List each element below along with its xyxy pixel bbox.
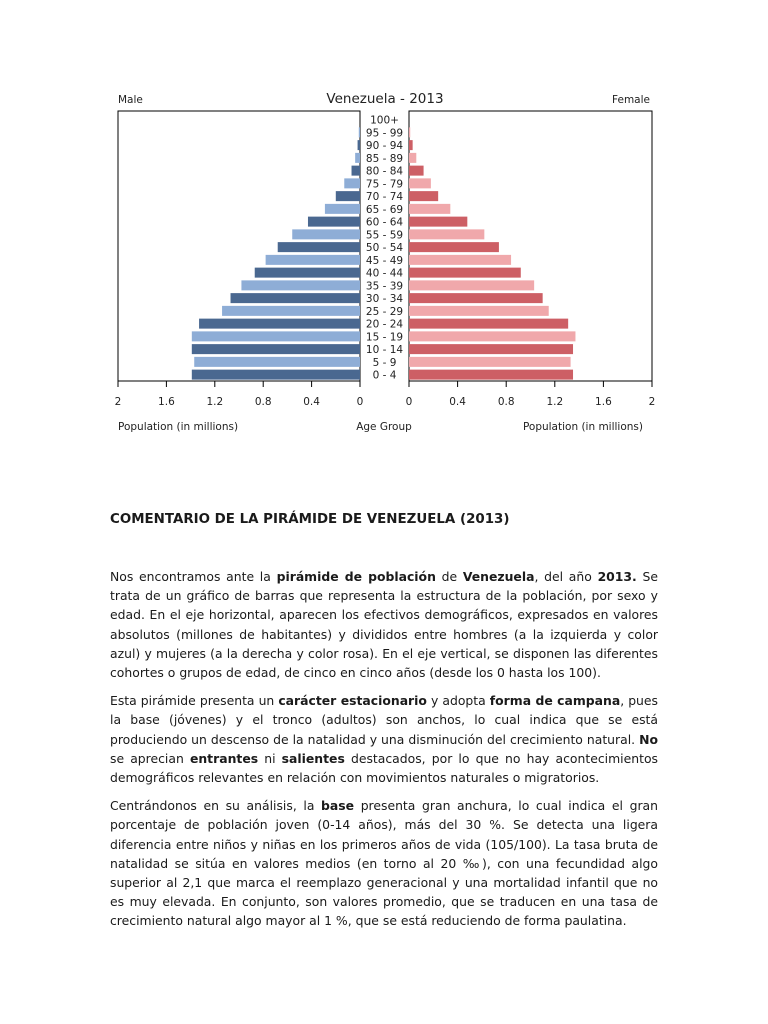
age-group-label: 40 - 44	[365, 267, 404, 280]
age-group-label: 60 - 64	[365, 216, 404, 229]
female-bar-30-34	[409, 293, 543, 303]
commentary-heading: COMENTARIO DE LA PIRÁMIDE DE VENEZUELA (2013)	[110, 512, 510, 527]
female-bar-75-79	[409, 178, 431, 188]
text-run: Se trata de un gráfico de barras que representa la estructura de la población, por sexo y edad. En el eje horizontal, aparecen los efectivos demográficos, expresados en valores absolutos (millones de habitantes) y divididos entre hombres (a la izquierda y color azul) y mujeres (a la derecha y color rosa). En el eje vertical, se disponen las diferentes cohortes o grupos de edad, de cinco en cinco años (desde los 0 hasta los 100).	[110, 569, 658, 681]
female-bar-5-9	[409, 357, 571, 367]
male-bar-30-34	[231, 293, 360, 303]
female-tick-label: 1.2	[546, 396, 564, 408]
commentary-section	[110, 512, 658, 940]
age-group-label: 25 - 29	[365, 305, 404, 318]
male-bar-80-84	[352, 166, 360, 176]
population-pyramid-chart	[0, 0, 768, 450]
male-tick-label: 2	[114, 396, 122, 408]
female-label: Female	[612, 94, 650, 106]
age-group-label: 50 - 54	[365, 242, 404, 255]
female-bar-35-39	[409, 280, 534, 290]
male-bar-25-29	[222, 306, 360, 316]
bold-term: carácter estacionario	[278, 693, 427, 709]
female-bar-50-54	[409, 242, 499, 252]
female-tick-label: 0.4	[449, 396, 466, 408]
text-run: se aprecian	[110, 750, 190, 766]
female-bar-0-4	[409, 370, 573, 380]
text-run: ni	[258, 750, 282, 766]
x-axis-label-left: Population (in millions)	[118, 421, 239, 433]
male-tick-label: 1.6	[158, 396, 175, 408]
text-run: Centrándonos en su análisis, la	[110, 798, 322, 814]
female-bar-90-94	[409, 140, 413, 150]
age-group-label: 70 - 74	[365, 191, 404, 204]
male-bar-50-54	[278, 242, 360, 252]
male-tick-label: 0	[356, 396, 364, 408]
male-label: Male	[118, 94, 143, 106]
age-group-label: 80 - 84	[365, 165, 404, 178]
age-group-label: 35 - 39	[365, 280, 404, 293]
female-bar-55-59	[409, 229, 484, 239]
age-group-label: 95 - 99	[365, 127, 404, 140]
male-tick-label: 0.8	[254, 396, 272, 408]
age-labels-group	[366, 115, 404, 382]
female-tick-label: 1.6	[595, 396, 612, 408]
male-bar-75-79	[344, 178, 360, 188]
female-bar-80-84	[409, 166, 424, 176]
male-bar-35-39	[241, 280, 360, 290]
age-group-label: 75 - 79	[365, 178, 404, 191]
male-bar-95-99	[359, 127, 360, 137]
female-tick-label: 2	[648, 396, 656, 408]
male-bar-0-4	[192, 370, 360, 380]
male-bar-55-59	[292, 229, 360, 239]
age-group-label: 65 - 69	[365, 203, 404, 216]
female-bar-45-49	[409, 255, 511, 265]
male-bar-15-19	[192, 331, 360, 341]
male-tick-label: 1.2	[206, 396, 224, 408]
bold-term: salientes	[281, 750, 345, 766]
age-group-label: 15 - 19	[365, 331, 404, 344]
male-bar-60-64	[308, 217, 360, 227]
age-group-label: 5 - 9	[372, 356, 397, 369]
age-group-label: 55 - 59	[365, 229, 404, 242]
age-group-label: 90 - 94	[365, 140, 404, 153]
commentary-paragraph-1	[110, 567, 658, 682]
commentary-paragraph-2	[110, 691, 658, 787]
female-bar-60-64	[409, 217, 467, 227]
bold-term: No	[639, 731, 658, 747]
female-tick-label: 0	[405, 396, 413, 408]
age-group-label: 10 - 14	[365, 344, 404, 357]
text-run: Nos encontramos ante la	[110, 569, 277, 584]
male-bar-20-24	[199, 319, 360, 329]
text-run: presenta gran anchura, lo cual indica el gran porcentaje de población joven (0-14 años), más del 30 %. Se detecta una ligera diferencia entre niños y niñas en los primeros años de vida (105/100). La tasa bruta de natalidad se sitúa en valores medios (en torno al 20 ‰), con una fecundidad algo superior al 2,1 que marca el reemplazo generacional y una mortalidad infantil que no es muy elevada. En conjunto, son valores promedio, que se traducen en una tasa de crecimiento natural algo mayor al 1 %, que se está reduciendo de forma paulatina.	[110, 798, 658, 929]
bold-term: pirámide de población	[276, 569, 436, 584]
male-bar-10-14	[192, 344, 360, 354]
female-bar-20-24	[409, 319, 568, 329]
female-bar-40-44	[409, 268, 521, 278]
age-group-label: 0 - 4	[372, 369, 397, 382]
male-bar-85-89	[355, 153, 360, 163]
x-axis-label-center: Age Group	[356, 421, 412, 433]
male-bar-90-94	[358, 140, 360, 150]
age-group-label: 20 - 24	[365, 318, 404, 331]
female-bar-70-74	[409, 191, 438, 201]
female-bar-25-29	[409, 306, 549, 316]
male-bar-70-74	[336, 191, 360, 201]
bold-term: forma de campana	[489, 693, 621, 709]
bold-term: 2013.	[597, 569, 637, 584]
bold-term: base	[321, 798, 355, 814]
age-group-label: 85 - 89	[365, 152, 404, 165]
text-run: Esta pirámide presenta un	[110, 693, 279, 709]
commentary-body	[110, 567, 658, 931]
text-run: de	[435, 569, 463, 584]
male-bar-45-49	[266, 255, 360, 265]
x-axis-label-right: Population (in millions)	[522, 421, 643, 433]
female-bar-85-89	[409, 153, 416, 163]
female-bar-65-69	[409, 204, 450, 214]
male-bar-40-44	[255, 268, 360, 278]
bold-term: entrantes	[189, 750, 259, 766]
chart-title: Venezuela - 2013	[326, 91, 444, 107]
text-run: , del año	[534, 569, 598, 584]
female-tick-label: 0.8	[497, 396, 515, 408]
bold-term: Venezuela	[462, 569, 535, 584]
male-tick-label: 0.4	[303, 396, 320, 408]
male-bar-5-9	[194, 357, 360, 367]
female-bar-15-19	[409, 331, 575, 341]
text-run: , pues la base (jóvenes) y el tronco (adultos) son anchos, lo cual indica que se está produciendo un descenso de la natalidad y una disminución del crecimiento natural.	[110, 693, 658, 747]
female-bar-10-14	[409, 344, 573, 354]
age-group-label: 100+	[370, 114, 399, 127]
female-bar-95-99	[409, 127, 410, 137]
male-bar-65-69	[325, 204, 360, 214]
age-group-label: 30 - 34	[365, 293, 404, 306]
text-run: y adopta	[426, 693, 490, 709]
commentary-paragraph-3	[110, 796, 658, 930]
axis-ticks-group	[115, 381, 656, 408]
age-group-label: 45 - 49	[365, 254, 404, 267]
text-run: destacados, por lo que no hay acontecimientos demográficos relevantes en relación con movimientos naturales o migratorios.	[110, 750, 658, 786]
